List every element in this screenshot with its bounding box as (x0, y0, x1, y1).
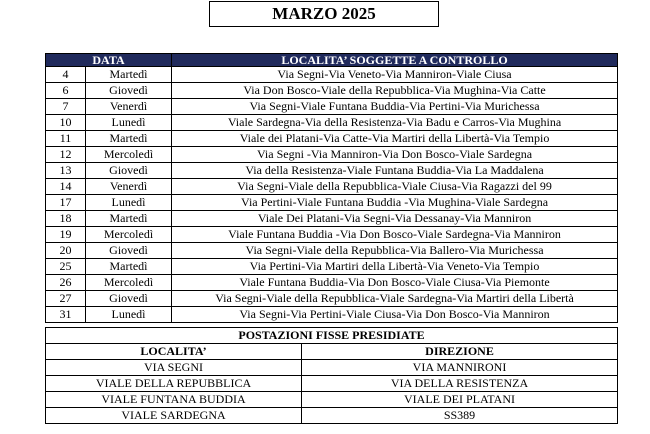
schedule-day-number: 14 (46, 179, 86, 195)
schedule-locations: Via della Resistenza-Viale Funtana Buddia-Via La Maddalena (172, 163, 618, 179)
schedule-weekday: Giovedì (86, 243, 172, 259)
fixed-posts-table (45, 327, 618, 424)
table-row (46, 275, 618, 291)
schedule-weekday: Giovedì (86, 163, 172, 179)
schedule-day-number: 4 (46, 67, 86, 83)
fixed-direzione: VIA DELLA RESISTENZA (302, 376, 618, 392)
fixed-direzione: VIA MANNIRONI (302, 360, 618, 376)
schedule-day-number: 27 (46, 291, 86, 307)
table-row (46, 376, 618, 392)
table-row (46, 408, 618, 424)
schedule-locations: Viale Sardegna-Via della Resistenza-Via Badu e Carros-Via Mughina (172, 115, 618, 131)
fixed-direzione: VIALE DEI PLATANI (302, 392, 618, 408)
schedule-locations: Via Segni-Via Veneto-Via Manniron-Viale Ciusa (172, 67, 618, 83)
table-row (46, 259, 618, 275)
fixed-header-localita: LOCALITA’ (46, 344, 302, 360)
table-row (46, 115, 618, 131)
schedule-weekday: Martedì (86, 67, 172, 83)
fixed-localita: VIALE DELLA REPUBBLICA (46, 376, 302, 392)
table-row (46, 131, 618, 147)
table-row (46, 392, 618, 408)
schedule-weekday: Mercoledì (86, 147, 172, 163)
schedule-day-number: 10 (46, 115, 86, 131)
table-row (46, 67, 618, 83)
header-data: DATA (46, 54, 172, 67)
fixed-direzione: SS389 (302, 408, 618, 424)
schedule-weekday: Venerdì (86, 99, 172, 115)
schedule-locations: Via Segni-Viale della Repubblica-Viale Sardegna-Via Martiri della Libertà (172, 291, 618, 307)
schedule-day-number: 12 (46, 147, 86, 163)
schedule-locations: Via Don Bosco-Viale della Repubblica-Via Mughina-Via Catte (172, 83, 618, 99)
table-row (46, 243, 618, 259)
fixed-title: POSTAZIONI FISSE PRESIDIATE (46, 328, 618, 344)
header-localita: LOCALITA’ SOGGETTE A CONTROLLO (172, 54, 618, 67)
schedule-weekday: Martedì (86, 211, 172, 227)
schedule-locations: Via Segni-Viale Funtana Buddia-Via Pertini-Via Murichessa (172, 99, 618, 115)
schedule-weekday: Lunedì (86, 115, 172, 131)
schedule-day-number: 7 (46, 99, 86, 115)
schedule-locations: Viale Dei Platani-Via Segni-Via Dessanay-Via Manniron (172, 211, 618, 227)
schedule-weekday: Martedì (86, 131, 172, 147)
schedule-table (45, 53, 618, 323)
schedule-weekday: Venerdì (86, 179, 172, 195)
table-row (46, 99, 618, 115)
schedule-day-number: 17 (46, 195, 86, 211)
schedule-day-number: 6 (46, 83, 86, 99)
table-row (46, 360, 618, 376)
schedule-weekday: Martedì (86, 259, 172, 275)
fixed-header-row (46, 344, 618, 360)
schedule-day-number: 25 (46, 259, 86, 275)
schedule-locations: Via Pertini-Viale Funtana Buddia -Via Mughina-Viale Sardegna (172, 195, 618, 211)
schedule-weekday: Mercoledì (86, 227, 172, 243)
page-title: MARZO 2025 (209, 1, 439, 27)
table-row (46, 307, 618, 323)
fixed-title-row (46, 328, 618, 344)
table-row (46, 179, 618, 195)
fixed-localita: VIA SEGNI (46, 360, 302, 376)
schedule-day-number: 26 (46, 275, 86, 291)
table-row (46, 227, 618, 243)
schedule-locations: Via Segni -Via Manniron-Via Don Bosco-Viale Sardegna (172, 147, 618, 163)
schedule-weekday: Giovedì (86, 291, 172, 307)
schedule-day-number: 20 (46, 243, 86, 259)
schedule-header-row (46, 54, 618, 67)
table-row (46, 195, 618, 211)
schedule-day-number: 31 (46, 307, 86, 323)
table-row (46, 163, 618, 179)
schedule-locations: Via Segni-Viale della Repubblica-Via Ballero-Via Murichessa (172, 243, 618, 259)
schedule-locations: Via Pertini-Via Martiri della Libertà-Via Veneto-Via Tempio (172, 259, 618, 275)
schedule-locations: Via Segni-Viale della Repubblica-Viale Ciusa-Via Ragazzi del 99 (172, 179, 618, 195)
fixed-localita: VIALE SARDEGNA (46, 408, 302, 424)
schedule-weekday: Mercoledì (86, 275, 172, 291)
fixed-body (46, 360, 618, 424)
table-row (46, 211, 618, 227)
schedule-weekday: Lunedì (86, 195, 172, 211)
fixed-header-direzione: DIREZIONE (302, 344, 618, 360)
table-row (46, 147, 618, 163)
schedule-locations: Viale dei Platani-Via Catte-Via Martiri della Libertà-Via Tempio (172, 131, 618, 147)
schedule-day-number: 13 (46, 163, 86, 179)
fixed-localita: VIALE FUNTANA BUDDIA (46, 392, 302, 408)
schedule-locations: Viale Funtana Buddia-Via Don Bosco-Viale Ciusa-Via Piemonte (172, 275, 618, 291)
schedule-day-number: 18 (46, 211, 86, 227)
schedule-locations: Viale Funtana Buddia -Via Don Bosco-Viale Sardegna-Via Manniron (172, 227, 618, 243)
table-row (46, 291, 618, 307)
schedule-locations: Via Segni-Via Pertini-Viale Ciusa-Via Don Bosco-Via Manniron (172, 307, 618, 323)
schedule-body (46, 67, 618, 323)
schedule-weekday: Lunedì (86, 307, 172, 323)
table-row (46, 83, 618, 99)
schedule-day-number: 11 (46, 131, 86, 147)
schedule-day-number: 19 (46, 227, 86, 243)
schedule-weekday: Giovedì (86, 83, 172, 99)
